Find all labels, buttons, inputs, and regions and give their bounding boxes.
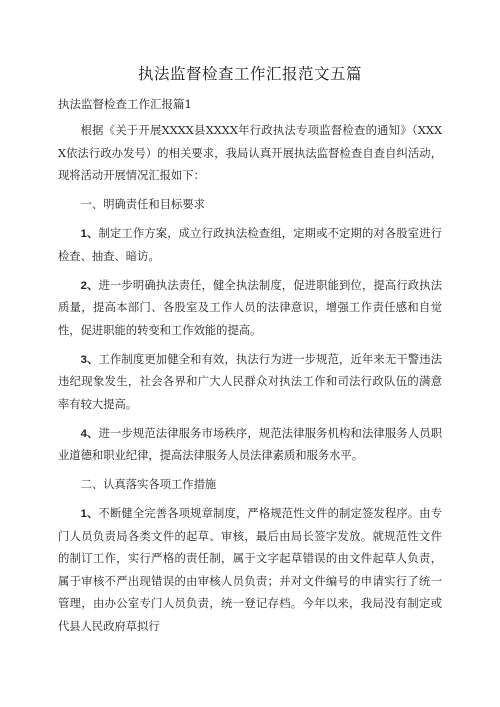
item-number: 3、 xyxy=(80,353,99,366)
list-item xyxy=(58,503,442,638)
heading-text: 二、认真落实各项工作措施 xyxy=(80,478,217,491)
section-heading xyxy=(58,474,442,497)
item-text: 不断健全完善各项规章制度，严格规范性文件的制定签发程序。由专门人员负责局各类文件的起草、审核，最后由局长签字发放。就规范性文件的制订工作，实行严格的责任制，属于文字起草错误的由文件起草人负责，属于审核不严出现错误的由审核人员负责；并对文件编号的申请实行了统一管理，由办公室专门人员负责，统一登记存档。今年以来，我局没有制定或代县人民政府草拟行 xyxy=(58,507,442,633)
list-item xyxy=(58,223,442,268)
item-number: 1、 xyxy=(80,228,99,240)
list-item xyxy=(58,349,442,417)
section-heading xyxy=(58,194,442,217)
list-item xyxy=(58,275,442,343)
document-subtitle: 执法监督检查工作汇报篇1 xyxy=(58,97,192,111)
paragraph-text: 根据《关于开展XXXX县XXXX年行政执法专项监督检查的通知》（XXXX依法行政办发号）的相关要求，我局认真开展执法监督检查自查自纠活动，现将活动开展情况汇报如下： xyxy=(58,124,442,182)
item-text: 工作制度更加健全和有效，执法行为进一步规范，近年来无干警违法违纪现象发生，社会各界和广大人民群众对执法工作和司法行政队伍的满意率有较大提高。 xyxy=(58,352,442,411)
item-text: 进一步明确执法责任，健全执法制度，促进职能到位，提高行政执法质量，提高本部门、各股室及工作人员的法律意识，增强工作责任感和自觉性，促进职能的转变和工作效能的提高。 xyxy=(58,278,442,337)
heading-text: 一、明确责任和目标要求 xyxy=(80,198,205,211)
item-number: 1、 xyxy=(80,508,99,520)
intro-paragraph xyxy=(58,120,442,188)
item-text: 进一步规范法律服务市场秩序，规范法律服务机构和法律服务人员职业道德和职业纪律，提高法律服务人员法律素质和服务水平。 xyxy=(58,426,442,462)
item-number: 4、 xyxy=(80,427,99,440)
item-number: 2、 xyxy=(80,279,99,292)
document-title: 执法监督检查工作汇报范文五篇 xyxy=(137,65,362,83)
list-item xyxy=(58,423,442,468)
item-text: 制定工作方案，成立行政执法检查组，定期或不定期的对各股室进行检查、抽查、暗访。 xyxy=(58,227,442,263)
document-body xyxy=(58,120,442,638)
